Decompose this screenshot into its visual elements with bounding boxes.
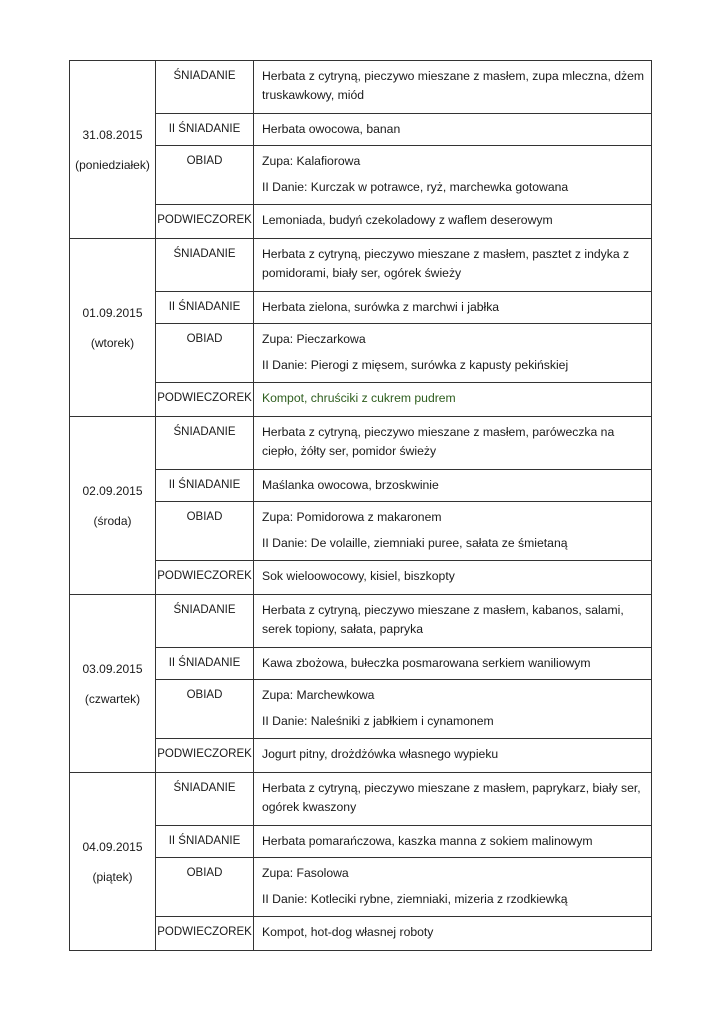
meal-description: [254, 146, 652, 205]
day-date: 04.09.2015: [82, 839, 143, 854]
meal-description-line: Kompot, hot-dog własnej roboty: [262, 925, 434, 939]
meal-description-line: Herbata z cytryną, pieczywo mieszane z masłem, zupa mleczna, dżem truskawkowy, miód: [262, 69, 645, 102]
meal-name-sniadanie: ŚNIADANIE: [156, 239, 254, 292]
menu-row: [70, 561, 652, 595]
meal-description-line: II Danie: Kotleciki rybne, ziemniaki, mizeria z rzodkiewką: [262, 892, 568, 906]
day-weekday: (wtorek): [90, 335, 135, 350]
menu-row: [70, 858, 652, 917]
menu-row: [70, 773, 652, 826]
meal-description-line: II Danie: De volaille, ziemniaki puree, sałata ze śmietaną: [262, 536, 568, 550]
meal-description-line: Sok wieloowocowy, kisiel, biszkopty: [262, 569, 455, 583]
meal-name-ii-sniadanie: II ŚNIADANIE: [156, 648, 254, 680]
menu-row: [70, 292, 652, 324]
meal-description-line: Herbata owocowa, banan: [262, 122, 401, 136]
meal-description: [254, 648, 652, 680]
meal-description-line: Lemoniada, budyń czekoladowy z waflem deserowym: [262, 213, 553, 227]
meal-description: [254, 417, 652, 470]
menu-row: [70, 826, 652, 858]
meal-name-sniadanie: ŚNIADANIE: [156, 417, 254, 470]
meal-description: [254, 917, 652, 951]
meal-description: [254, 239, 652, 292]
meal-description: [254, 561, 652, 595]
day-date: 02.09.2015: [82, 483, 143, 498]
meal-description-line: Zupa: Marchewkowa: [262, 688, 375, 702]
meal-name-ii-sniadanie: II ŚNIADANIE: [156, 826, 254, 858]
day-cell: [70, 595, 156, 773]
meal-name-podwieczorek: PODWIECZOREK: [156, 205, 254, 239]
menu-row: [70, 470, 652, 502]
meal-name-obiad: OBIAD: [156, 502, 254, 561]
day-cell: [70, 61, 156, 239]
meal-name-ii-sniadanie: II ŚNIADANIE: [156, 114, 254, 146]
meal-description-line: Herbata z cytryną, pieczywo mieszane z masłem, kabanos, salami, serek topiony, sałata, papryka: [262, 603, 624, 636]
meal-description-line: Maślanka owocowa, brzoskwinie: [262, 478, 439, 492]
meal-name-obiad: OBIAD: [156, 858, 254, 917]
meal-description-line: Zupa: Pieczarkowa: [262, 332, 366, 346]
meal-description-line: Herbata pomarańczowa, kaszka manna z sokiem malinowym: [262, 834, 593, 848]
menu-row: [70, 680, 652, 739]
meal-name-podwieczorek: PODWIECZOREK: [156, 739, 254, 773]
day-weekday: (środa): [93, 513, 132, 528]
meal-description: [254, 595, 652, 648]
meal-name-sniadanie: ŚNIADANIE: [156, 61, 254, 114]
menu-row: [70, 383, 652, 417]
meal-description-line: Kawa zbożowa, bułeczka posmarowana serkiem waniliowym: [262, 656, 591, 670]
menu-row: [70, 239, 652, 292]
meal-description: [254, 680, 652, 739]
meal-name-ii-sniadanie: II ŚNIADANIE: [156, 470, 254, 502]
meal-description-line: Herbata z cytryną, pieczywo mieszane z masłem, pasztet z indyka z pomidorami, biały ser, ogórek świeży: [262, 247, 630, 280]
meal-name-podwieczorek: PODWIECZOREK: [156, 917, 254, 951]
meal-description: [254, 292, 652, 324]
meal-description: [254, 324, 652, 383]
menu-row: [70, 61, 652, 114]
meal-description-line: Herbata zielona, surówka z marchwi i jabłka: [262, 300, 500, 314]
meal-description: [254, 502, 652, 561]
meal-description: [254, 61, 652, 114]
meal-description-line: II Danie: Kurczak w potrawce, ryż, marchewka gotowana: [262, 180, 569, 194]
day-weekday: (piątek): [92, 869, 133, 884]
meal-description-line: Jogurt pitny, drożdżówka własnego wypieku: [262, 747, 499, 761]
menu-row: [70, 648, 652, 680]
menu-row: [70, 917, 652, 951]
meal-name-podwieczorek: PODWIECZOREK: [156, 561, 254, 595]
day-cell: [70, 773, 156, 951]
meal-description: [254, 205, 652, 239]
meal-description-line: II Danie: Pierogi z mięsem, surówka z kapusty pekińskiej: [262, 358, 569, 372]
day-date: 31.08.2015: [82, 127, 143, 142]
day-date: 01.09.2015: [82, 305, 143, 320]
meal-description-line: II Danie: Naleśniki z jabłkiem i cynamonem: [262, 714, 494, 728]
meal-description: [254, 773, 652, 826]
day-weekday: (poniedziałek): [75, 157, 150, 172]
meal-description: [254, 739, 652, 773]
menu-row: [70, 739, 652, 773]
meal-name-sniadanie: ŚNIADANIE: [156, 595, 254, 648]
day-cell: [70, 239, 156, 417]
meal-description-line: Zupa: Pomidorowa z makaronem: [262, 510, 442, 524]
menu-row: [70, 205, 652, 239]
menu-row: [70, 502, 652, 561]
meal-description-line: Kompot, chruściki z cukrem pudrem: [262, 391, 456, 405]
menu-row: [70, 324, 652, 383]
meal-description-line: Zupa: Kalafiorowa: [262, 154, 361, 168]
meal-description: [254, 826, 652, 858]
meal-description: [254, 470, 652, 502]
meal-description: [254, 858, 652, 917]
weekly-menu-table: [69, 60, 652, 951]
meal-name-podwieczorek: PODWIECZOREK: [156, 383, 254, 417]
meal-name-obiad: OBIAD: [156, 324, 254, 383]
menu-table-body: [70, 61, 652, 951]
meal-description-line: Herbata z cytryną, pieczywo mieszane z masłem, paróweczka na ciepło, żółty ser, pomidor świeży: [262, 425, 615, 458]
meal-name-obiad: OBIAD: [156, 146, 254, 205]
menu-row: [70, 595, 652, 648]
meal-name-sniadanie: ŚNIADANIE: [156, 773, 254, 826]
meal-description-line: Herbata z cytryną, pieczywo mieszane z masłem, paprykarz, biały ser, ogórek kwaszony: [262, 781, 641, 814]
meal-description-line: Zupa: Fasolowa: [262, 866, 349, 880]
day-date: 03.09.2015: [82, 661, 143, 676]
menu-row: [70, 114, 652, 146]
day-cell: [70, 417, 156, 595]
meal-description: [254, 383, 652, 417]
menu-row: [70, 417, 652, 470]
day-weekday: (czwartek): [84, 691, 141, 706]
meal-name-obiad: OBIAD: [156, 680, 254, 739]
meal-name-ii-sniadanie: II ŚNIADANIE: [156, 292, 254, 324]
meal-description: [254, 114, 652, 146]
menu-row: [70, 146, 652, 205]
